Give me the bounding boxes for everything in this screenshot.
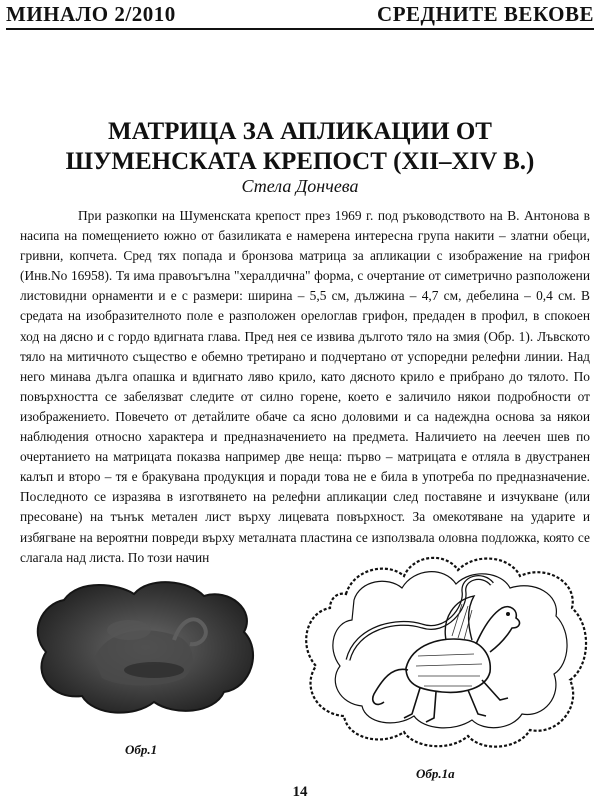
article-paragraph: При разкопки на Шуменската крепост през 1969 г. под ръководството на В. Антонова в насипа на помещението южно от базиликата е намерена интересна група накити – златни обеци, гривни, копчета. Сред тях попада и бронзова матрица за апликации с изображение на грифон (Инв.No 16958). Тя има правоъгълна "хералдична" форма, с очертание от симетрично разположени листовидни орнаменти и е с размери: ширина – 5,5 см, дължина – 4,7 см, дебелина – 0,4 см. В средата на изобразителното поле е разположен орелоглав грифон, предаден в профил, в спокоен ход на дясно и с гордо вдигната глава. Пред нея се извива дългото тяло на змия (Обр. 1). Лъвското тяло на митичното същество е обемно третирано и подчертано от успоредни релефни линии. Над него минава дълга опашка и вдигнато ляво крило, като дясното крило е прибрано до тялото. По повърхността се забелязват следите от силно горене, което е заличило някои подробности от изображението. Повечето от детайлите обаче са ясно доловими и са надеждна основа за някои наблюдения относно характера и предназначението на предмета. Наличието на леечен шев по очертанието на матрицата показва например две неща: първо – матрицата е отляла в двустранен калъп и второ – тя е бракувана продукция и поради това не е била в употреба по предназначение. Последното се изразява в изготвянето на релефни апликации след поставяне и изчукване (или пресоване) на тънък метален лист върху лицевата повърхност. За омекотяване на ударите и избягване на вероятни повреди върху металната пластина се използвала оловна подложка, която се слагала над листа. По този начин: [20, 208, 590, 565]
journal-issue: МИНАЛО 2/2010: [6, 2, 176, 26]
section-title: СРЕДНИТЕ ВЕКОВЕ: [377, 2, 594, 26]
bronze-matrix-photo: [24, 570, 264, 720]
griffin-drawing: [296, 548, 594, 752]
header-rule: [6, 28, 594, 30]
page-number: 14: [292, 784, 308, 800]
article-author: Стела Дончева: [241, 176, 359, 196]
article-title: МАТРИЦА ЗА АПЛИКАЦИИ ОТ ШУМЕНСКАТА КРЕПОСТ (XII–XIV В.): [65, 118, 535, 175]
figure-1a-caption: Обр.1а: [416, 766, 455, 781]
running-header: [0, 0, 600, 32]
figure-1-caption: Обр.1: [125, 742, 158, 757]
